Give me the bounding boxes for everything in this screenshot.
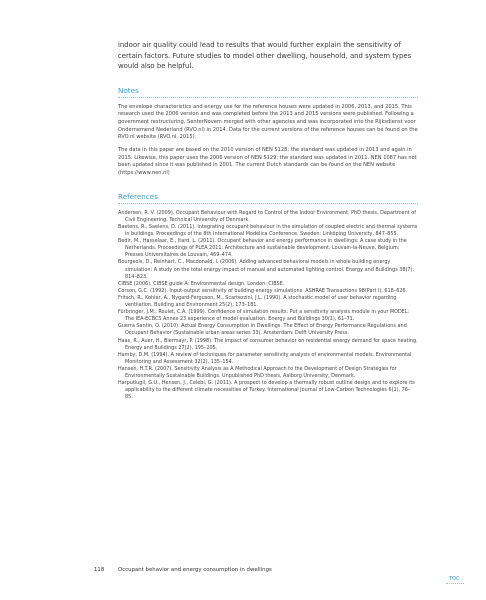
reference-item: Fritsch, R., Kohler, A., Nygard-Ferguson, M., Scartezzini, J.L. (1990). A stochastic model of user behavior regarding ventilation. Building and Environment 25(2), 173–181. xyxy=(118,294,397,309)
reference-item: Bedir, M., Hasselaar, E., Itard, L. (2011). Occupant behavior and energy performance in dwellings: A case study in the Netherlands. Proceedings of PLEA 2011: Architecture and sustainable development, Louvain-la-Neuve, Belgium: Presses Universitaires de Louvain, 469–474. xyxy=(118,238,407,259)
toc-divider xyxy=(446,583,464,584)
notes-paragraph: The envelope characteristics and energy use for the reference houses were updated in 2006, 2013, and 2015. This research used the 2006 version and was completed before the 2013 and 2015 versions were published. Following a government restructuring, SenterNovem merged with other agencies and was incorporated into the Rijksdienst voor Ondernemend Nederland (RVO.nl) in 2014. Data for the current versions of the reference houses can be found on the RVO.nl website (RVO.nl, 2015). xyxy=(118,103,418,141)
page-footer xyxy=(94,567,272,573)
reference-item: Baetens, R., Saelens, D. (2011). Integrating occupant behaviour in the simulation of coupled electric and thermal systems in buildings. Proceedings of the 8th International Modelica Conference. Sweden: Linköping University, 847–855. xyxy=(118,224,418,238)
reference-item: Hansen, H.T.R. (2007). Sensitivity Analysis as A Methodical Approach to the Development of Design Strategies for Environmentally Sustainable Buildings. Unpublished PhD thesis, Aalborg University, Denmark. xyxy=(118,365,397,379)
reference-item: Fürbringer, J.M., Roulet, C.A. (1999). Confidence of simulation results: Put a sensitivity analysis module in your MODEL: The IEA-ECBCS Annex 23 experience of model evaluation. Energy and Buildings 30(1), 61–71. xyxy=(118,309,410,323)
reference-item: Haas, R., Auer, H., Biermayr, P. (1998). The impact of consumer behavior on residential energy demand for space heating. Energy and Buildings 27(2), 195–205. xyxy=(118,337,418,351)
page-content xyxy=(118,40,418,401)
notes-heading: Notes xyxy=(118,85,139,95)
notes-section xyxy=(118,86,418,178)
toc-link[interactable]: TOC xyxy=(449,576,460,582)
reference-list xyxy=(118,210,418,402)
reference-item: CIBSE (2006). CIBSE guide A: Environmental design. London: CIBSE. xyxy=(118,280,285,287)
section-divider xyxy=(118,97,418,98)
reference-item: Hamby, D.M. (1994). A review of techniques for parameter sensitivity analysis of environmental models. Environmental Monitoring and Assessment 32(2), 135–154. xyxy=(118,351,412,365)
reference-item: Guerra Santin, O. (2010). Actual Energy Consumption in Dwellings: The Effect of Energy Performance Regulations and Occupant Behavior (Sustainable urban areas series 33). Amsterdam: Delft University Press. xyxy=(118,323,407,337)
references-section xyxy=(118,192,418,402)
reference-item: Corson, G.C. (1992). Input-output sensitivity of building energy simulations. ASHRAE Transactions 98(Part I), 618–626. xyxy=(118,287,408,294)
notes-paragraph: The data in this paper are based on the 2010 version of NEN 5128; the standard was updated in 2013 and again in 2015. Likewise, this paper uses the 2006 version of NEN 5129; the standard was updated in 2011. NEN 1087 has not been updated since it was published in 2001. The current Dutch standards can be found on the NEN website (https://www.nen.nl) xyxy=(118,147,417,177)
intro-paragraph: indoor air quality could lead to results that would further explain the sensitivity of certain factors. Future studies to model other dwelling, household, and system types would also be helpful. xyxy=(118,41,412,70)
reference-item: Bourgeois, D., Reinhart, C., Macdonald, I. (2006). Adding advanced behavioral models in whole building energy simulation: A study on the total energy impact of manual and automated lighting control. Energy and Buildings 38(7), 814–823. xyxy=(118,259,415,280)
references-heading: References xyxy=(118,191,158,201)
page-number: 118 xyxy=(94,567,105,573)
running-title: Occupant behavior and energy consumption in dwellings xyxy=(118,567,272,573)
section-divider xyxy=(118,203,418,204)
reference-item: Andersen, R. V. (2009). Occupant Behaviour with Regard to Control of the Indoor Environment. PhD thesis, Department of Civil Engineering, Technical University of Denmark. xyxy=(118,209,416,223)
reference-item: Harputlugil, G.U., Hensen, J., Celebi, G. (2011). A prospect to develop a thermally robust outline design and to explore its applicability to the different climate necessities of Turkey. International Journal of Low-Carbon Technologies 6(1), 76–85. xyxy=(118,380,415,401)
